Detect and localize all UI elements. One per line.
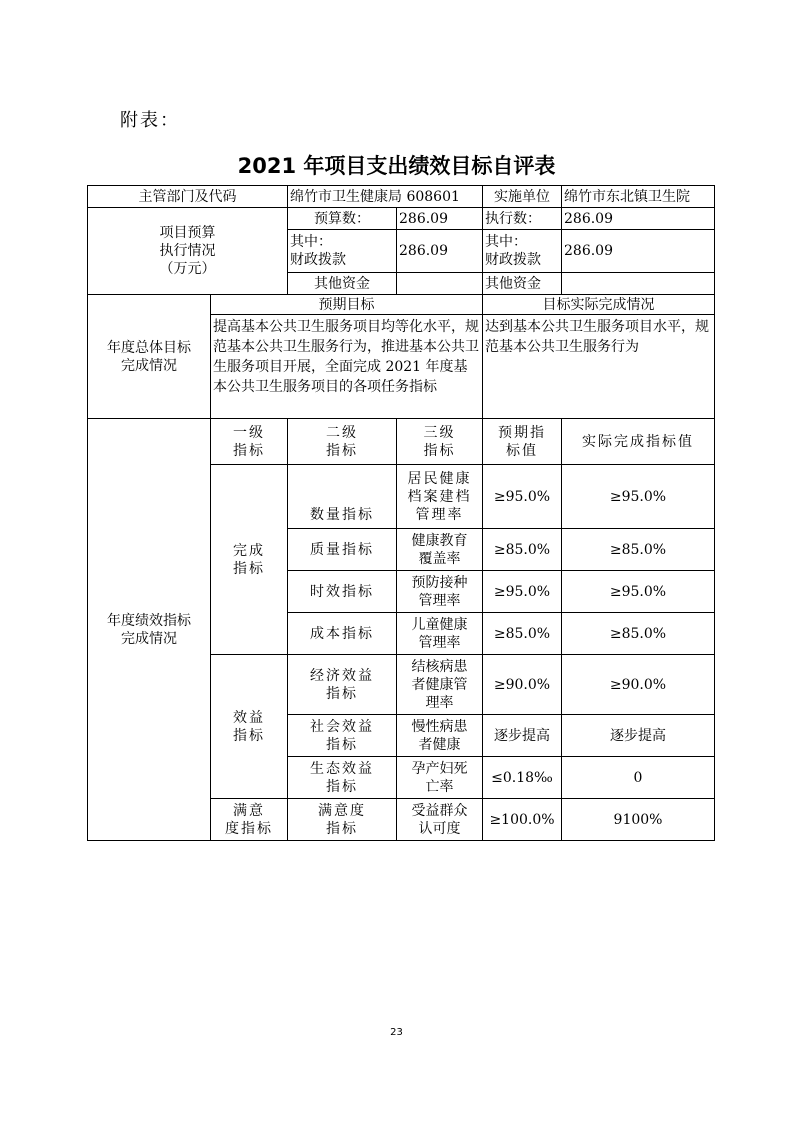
indicator-expected: ≥95.0% [483,465,562,529]
indicator-level3-line1: 预防接种 [411,574,468,591]
indicator-level3-line1: 儿童健康 [411,616,468,633]
indicator-actual: ≥95.0% [562,465,715,529]
expected-value-header-line1: 预期指 [498,424,546,441]
indicator-level2-line1: 生态效益 [310,760,374,777]
other-exec-value [562,273,715,295]
budget-label-line2: 执行情况 [159,243,216,259]
fiscal-exec-value: 286.09 [562,230,715,273]
indicator-expected: ≤0.18‰ [483,757,562,799]
indicator-actual: ≥90.0% [562,655,715,715]
indicator-level3-line2: 管理率 [418,592,461,609]
indicator-level2 [288,571,397,613]
indicator-level3-line2: 覆盖率 [418,550,461,567]
indicator-level2-line1: 成本指标 [310,625,374,642]
indicator-level2-line2: 指标 [326,820,358,837]
indicator-level3 [397,465,483,529]
level2-header-line1: 二级 [326,424,358,441]
indicator-level3 [397,655,483,715]
indicators-label [88,419,211,841]
indicator-level3-line2: 认可度 [418,820,461,837]
indicator-actual: ≥85.0% [562,613,715,655]
attachment-label: 附表： [120,110,180,131]
other-budget-value [397,273,483,295]
impl-value: 绵竹市东北镇卫生院 [562,186,715,208]
indicator-expected: 逐步提高 [483,715,562,757]
indicator-level2-line1: 数量指标 [310,507,374,523]
actual-goal-text: 达到基本公共卫生服务项目水平，规范基本公共卫生服务行为 [483,315,715,419]
indicator-level2-line1: 社会效益 [310,718,374,735]
level1-header [211,419,288,465]
budget-label-line3: （万元） [159,261,216,277]
indicator-level2-line2: 指标 [326,778,358,795]
satisfaction-group-line2: 度指标 [225,820,273,837]
indicator-level2-line1: 时效指标 [310,583,374,600]
dept-value: 绵竹市卫生健康局 608601 [288,186,483,208]
level3-header-line1: 三级 [423,424,456,441]
indicator-level2 [288,613,397,655]
indicator-level2 [288,529,397,571]
indicators-label-line1: 年度绩效指标 [107,612,191,629]
satisfaction-group-line1: 满意 [233,802,265,819]
indicator-level2 [288,757,397,799]
fiscal-budget-label [288,230,397,273]
expected-goal-header: 预期目标 [211,295,483,315]
level3-header-line2: 指标 [423,442,456,459]
indicator-expected: ≥95.0% [483,571,562,613]
indicator-level3-line3: 理率 [425,694,454,711]
indicator-level3-line1: 结核病患 [411,658,468,675]
page-title: 2021 年项目支出绩效目标自评表 [237,154,556,178]
indicator-expected: ≥100.0% [483,799,562,841]
satisfaction-group-label [211,799,288,841]
completion-group-line2: 指标 [233,560,265,577]
budget-amount-value: 286.09 [397,208,483,230]
indicator-level3 [397,757,483,799]
indicator-level3-line2: 者健康 [418,736,461,753]
indicator-actual: 0 [562,757,715,799]
indicator-level3 [397,715,483,757]
indicator-level2 [288,465,397,529]
indicator-level2-line1: 满意度 [318,802,366,819]
indicator-level2-line2: 指标 [326,685,358,702]
indicator-actual: ≥95.0% [562,571,715,613]
exec-amount-value: 286.09 [562,208,715,230]
indicators-label-line2: 完成情况 [121,630,177,647]
benefit-group-line1: 效益 [233,709,265,726]
fiscal-budget-label-line1: 其中： [290,234,332,250]
benefit-group-label [211,655,288,799]
benefit-group-line2: 指标 [233,727,265,744]
fiscal-exec-label-line1: 其中： [485,234,527,250]
completion-group-line1: 完成 [233,542,265,559]
indicator-expected: ≥85.0% [483,529,562,571]
annual-goal-label-line2: 完成情况 [121,357,177,374]
level3-header [397,419,483,465]
indicator-level3-line3: 管理率 [415,506,464,523]
other-budget-label: 其他资金 [288,273,397,295]
indicator-level2-line2: 指标 [326,736,358,753]
indicator-level3-line1: 受益群众 [411,802,468,819]
fiscal-budget-value: 286.09 [397,230,483,273]
level1-header-line1: 一级 [233,424,265,441]
dept-label: 主管部门及代码 [88,186,288,208]
expected-value-header-line2: 标值 [506,442,538,459]
indicator-level3-line1: 居民健康 [407,470,472,487]
actual-value-header: 实际完成指标值 [562,419,715,465]
level2-header [288,419,397,465]
indicator-level3-line2: 管理率 [418,634,461,651]
indicator-level3-line2: 亡率 [425,778,454,795]
indicator-level3 [397,799,483,841]
indicator-level3 [397,529,483,571]
budget-amount-label: 预算数： [288,208,397,230]
annual-goal-label [88,295,211,419]
fiscal-exec-label [483,230,562,273]
other-exec-label: 其他资金 [483,273,562,295]
indicator-level2 [288,715,397,757]
indicator-level3 [397,571,483,613]
expected-value-header [483,419,562,465]
indicator-level3-line2: 档案建档 [407,488,472,505]
indicator-level3 [397,613,483,655]
indicator-level3-line1: 慢性病患 [411,718,468,735]
exec-amount-label: 执行数： [483,208,562,230]
indicator-expected: ≥85.0% [483,613,562,655]
budget-label [88,208,288,295]
indicator-actual: 9100% [562,799,715,841]
indicator-level2-line1: 质量指标 [310,541,374,558]
level1-header-line2: 指标 [233,442,265,459]
fiscal-budget-label-line2: 财政拨款 [290,252,346,268]
actual-goal-header: 目标实际完成情况 [483,295,715,315]
budget-label-line1: 项目预算 [159,225,216,241]
level2-header-line2: 指标 [326,442,358,459]
expected-goal-text: 提高基本公共卫生服务项目均等化水平，规范基本公共卫生服务行为，推进基本公共卫生服务项目开展，全面完成 2021 年度基本公共卫生服务项目的各项任务指标 [211,315,483,419]
indicator-level2 [288,655,397,715]
impl-label: 实施单位 [483,186,562,208]
indicator-actual: ≥85.0% [562,529,715,571]
completion-group-label [211,465,288,655]
indicator-level2-line1: 经济效益 [310,667,374,684]
page-number: 23 [390,1027,403,1038]
indicator-expected: ≥90.0% [483,655,562,715]
evaluation-table [87,185,715,841]
fiscal-exec-label-line2: 财政拨款 [485,252,541,268]
annual-goal-label-line1: 年度总体目标 [107,339,191,356]
indicator-level3-line2: 者健康管 [411,676,468,693]
indicator-level2 [288,799,397,841]
indicator-level3-line1: 健康教育 [411,532,468,549]
indicator-actual: 逐步提高 [562,715,715,757]
indicator-level3-line1: 孕产妇死 [411,760,468,777]
